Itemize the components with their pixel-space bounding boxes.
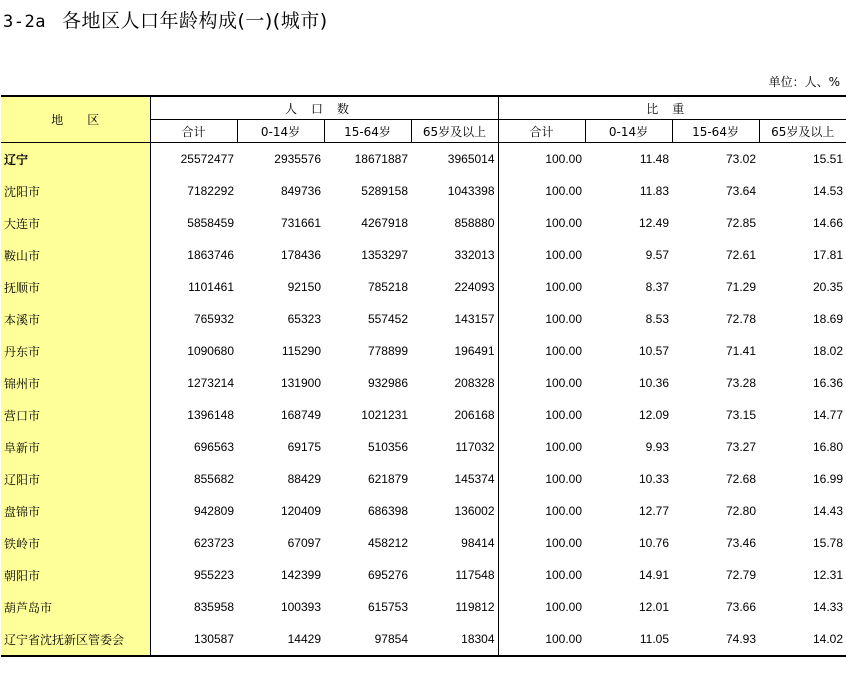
- value-cell: 16.99: [813, 472, 844, 486]
- region-cell: 抚顺市: [1, 271, 150, 303]
- column-header: 65岁及以上: [759, 120, 846, 143]
- value-cell: 835958: [193, 600, 234, 614]
- value-cell: 942809: [193, 504, 234, 518]
- value-cell: 131900: [280, 376, 321, 390]
- value-cell: 12.01: [638, 600, 670, 614]
- value-cell: 168749: [280, 408, 321, 422]
- region-cell: 营口市: [1, 399, 150, 431]
- unit-label: 单位：人、%: [768, 75, 840, 89]
- value-cell: 100.00: [545, 184, 583, 198]
- value-cell: 12.31: [813, 568, 844, 582]
- value-cell: 73.02: [725, 152, 757, 166]
- value-cell: 1353297: [361, 248, 408, 262]
- value-cell: 178436: [280, 248, 321, 262]
- table-title: 各地区人口年龄构成(一)(城市): [61, 10, 328, 32]
- table-row: [1, 303, 846, 335]
- region-cell: 铁岭市: [1, 527, 150, 559]
- value-cell: 100393: [280, 600, 321, 614]
- value-cell: 98414: [411, 527, 498, 559]
- table-row: [1, 591, 846, 623]
- value-cell: 71.41: [725, 344, 757, 358]
- table-row: [1, 527, 846, 559]
- value-cell: 9.93: [645, 440, 670, 454]
- table-row: [1, 463, 846, 495]
- value-cell: 100.00: [545, 408, 583, 422]
- value-cell: 5858459: [187, 216, 234, 230]
- value-cell: 100.00: [545, 440, 583, 454]
- value-cell: 11.83: [639, 184, 670, 198]
- value-cell: 20.35: [813, 280, 844, 294]
- value-cell: 932986: [367, 376, 408, 390]
- region-cell: 锦州市: [1, 367, 150, 399]
- value-cell: 16.36: [813, 376, 844, 390]
- value-cell: 1396148: [187, 408, 234, 422]
- column-header: 合计: [498, 120, 585, 143]
- value-cell: 458212: [367, 536, 408, 550]
- value-cell: 25572477: [180, 152, 234, 166]
- value-cell: 10.57: [638, 344, 670, 358]
- value-cell: 100.00: [545, 472, 583, 486]
- value-cell: 136002: [411, 495, 498, 527]
- value-cell: 785218: [367, 280, 408, 294]
- table-row: [1, 399, 846, 431]
- value-cell: 11.05: [585, 623, 672, 656]
- value-cell: 14.66: [813, 216, 844, 230]
- value-cell: 18671887: [354, 152, 408, 166]
- value-cell: 73.64: [725, 184, 757, 198]
- value-cell: 1043398: [411, 175, 498, 207]
- column-header: 65岁及以上: [411, 120, 498, 143]
- column-header: 0-14岁: [585, 120, 672, 143]
- value-cell: 100.00: [545, 216, 583, 230]
- value-cell: 100.00: [545, 152, 583, 166]
- region-cell: 朝阳市: [1, 559, 150, 591]
- value-cell: 8.53: [645, 312, 670, 326]
- value-cell: 69175: [287, 440, 321, 454]
- region-cell: 辽宁省沈抚新区管委会: [1, 623, 150, 656]
- value-cell: 73.28: [725, 376, 757, 390]
- value-cell: 117032: [411, 431, 498, 463]
- value-cell: 557452: [367, 312, 408, 326]
- value-cell: 115290: [281, 344, 321, 358]
- value-cell: 73.27: [725, 440, 757, 454]
- column-header: 0-14岁: [237, 120, 324, 143]
- value-cell: 623723: [193, 536, 234, 550]
- table-row: [1, 175, 846, 207]
- value-cell: 12.09: [638, 408, 670, 422]
- region-cell: 丹东市: [1, 335, 150, 367]
- region-cell: 沈阳市: [1, 175, 150, 207]
- value-cell: 10.33: [638, 472, 670, 486]
- table-row: [1, 623, 846, 656]
- region-cell: 鞍山市: [1, 239, 150, 271]
- value-cell: 11.48: [639, 152, 670, 166]
- value-cell: 72.85: [725, 216, 757, 230]
- value-cell: 74.93: [672, 623, 759, 656]
- value-cell: 695276: [367, 568, 408, 582]
- ratio-group-header: 比重: [498, 96, 846, 120]
- value-cell: 119812: [411, 591, 498, 623]
- value-cell: 1101461: [188, 280, 234, 294]
- value-cell: 14.91: [638, 568, 670, 582]
- value-cell: 5289158: [361, 184, 408, 198]
- value-cell: 12.49: [638, 216, 670, 230]
- value-cell: 731661: [280, 216, 321, 230]
- value-cell: 117548: [411, 559, 498, 591]
- value-cell: 1273214: [187, 376, 234, 390]
- value-cell: 18304: [411, 623, 498, 656]
- value-cell: 16.80: [813, 440, 844, 454]
- region-cell: 大连市: [1, 207, 150, 239]
- value-cell: 778899: [367, 344, 408, 358]
- table-row: [1, 239, 846, 271]
- value-cell: 72.80: [725, 504, 757, 518]
- value-cell: 100.00: [545, 312, 583, 326]
- value-cell: 100.00: [545, 504, 583, 518]
- value-cell: 100.00: [545, 376, 583, 390]
- value-cell: 510356: [367, 440, 408, 454]
- value-cell: 7182292: [187, 184, 234, 198]
- value-cell: 100.00: [545, 248, 583, 262]
- table-row: [1, 495, 846, 527]
- value-cell: 224093: [411, 271, 498, 303]
- table-row: [1, 143, 846, 176]
- value-cell: 858880: [411, 207, 498, 239]
- value-cell: 72.78: [725, 312, 757, 326]
- value-cell: 3965014: [411, 143, 498, 176]
- value-cell: 10.36: [638, 376, 670, 390]
- value-cell: 72.68: [725, 472, 757, 486]
- value-cell: 208328: [411, 367, 498, 399]
- value-cell: 849736: [280, 184, 321, 198]
- value-cell: 206168: [411, 399, 498, 431]
- value-cell: 67097: [287, 536, 321, 550]
- value-cell: 1863746: [187, 248, 234, 262]
- value-cell: 142399: [280, 568, 321, 582]
- table-row: [1, 207, 846, 239]
- value-cell: 621879: [367, 472, 408, 486]
- value-cell: 15.51: [813, 152, 844, 166]
- region-cell: 阜新市: [1, 431, 150, 463]
- column-header: 15-64岁: [324, 120, 411, 143]
- value-cell: 2935576: [274, 152, 321, 166]
- value-cell: 9.57: [645, 248, 670, 262]
- value-cell: 14.53: [813, 184, 844, 198]
- value-cell: 686398: [367, 504, 408, 518]
- value-cell: 18.02: [813, 344, 844, 358]
- table-header: [1, 96, 846, 143]
- value-cell: 92150: [287, 280, 321, 294]
- value-cell: 615753: [367, 600, 408, 614]
- value-cell: 100.00: [545, 344, 583, 358]
- region-cell: 辽阳市: [1, 463, 150, 495]
- value-cell: 18.69: [813, 312, 844, 326]
- region-cell: 盘锦市: [1, 495, 150, 527]
- column-header: 15-64岁: [672, 120, 759, 143]
- value-cell: 1021231: [361, 408, 408, 422]
- value-cell: 15.78: [813, 536, 844, 550]
- value-cell: 72.79: [725, 568, 757, 582]
- region-cell: 葫芦岛市: [1, 591, 150, 623]
- value-cell: 14.77: [813, 408, 844, 422]
- value-cell: 130587: [150, 623, 237, 656]
- data-table: [1, 95, 846, 657]
- value-cell: 73.66: [725, 600, 757, 614]
- value-cell: 8.37: [645, 280, 670, 294]
- value-cell: 100.00: [498, 623, 585, 656]
- value-cell: 196491: [411, 335, 498, 367]
- value-cell: 10.76: [638, 536, 670, 550]
- value-cell: 1090680: [187, 344, 234, 358]
- value-cell: 765932: [193, 312, 234, 326]
- table-row: [1, 335, 846, 367]
- region-column-header: 地 区: [1, 96, 150, 143]
- table-row: [1, 431, 846, 463]
- column-header: 合计: [150, 120, 237, 143]
- value-cell: 955223: [193, 568, 234, 582]
- value-cell: 143157: [411, 303, 498, 335]
- page-title: [3, 6, 328, 33]
- value-cell: 145374: [411, 463, 498, 495]
- value-cell: 14.33: [813, 600, 844, 614]
- table-row: [1, 271, 846, 303]
- value-cell: 100.00: [545, 280, 583, 294]
- value-cell: 120409: [280, 504, 321, 518]
- value-cell: 65323: [287, 312, 321, 326]
- table-body: [1, 143, 846, 657]
- table-number: 3-2a: [3, 12, 46, 32]
- value-cell: 14429: [237, 623, 324, 656]
- table-row: [1, 559, 846, 591]
- value-cell: 17.81: [813, 248, 844, 262]
- region-cell: 本溪市: [1, 303, 150, 335]
- value-cell: 88429: [287, 472, 321, 486]
- value-cell: 12.77: [638, 504, 670, 518]
- value-cell: 72.61: [725, 248, 757, 262]
- value-cell: 100.00: [545, 568, 583, 582]
- value-cell: 71.29: [725, 280, 757, 294]
- value-cell: 100.00: [545, 600, 583, 614]
- value-cell: 73.15: [725, 408, 757, 422]
- value-cell: 73.46: [725, 536, 757, 550]
- population-group-header: 人口数: [150, 96, 498, 120]
- value-cell: 97854: [324, 623, 411, 656]
- value-cell: 4267918: [361, 216, 408, 230]
- value-cell: 14.43: [813, 504, 844, 518]
- value-cell: 855682: [193, 472, 234, 486]
- value-cell: 696563: [193, 440, 234, 454]
- region-cell: 辽宁: [1, 143, 150, 176]
- table-row: [1, 367, 846, 399]
- value-cell: 332013: [411, 239, 498, 271]
- value-cell: 14.02: [759, 623, 846, 656]
- value-cell: 100.00: [545, 536, 583, 550]
